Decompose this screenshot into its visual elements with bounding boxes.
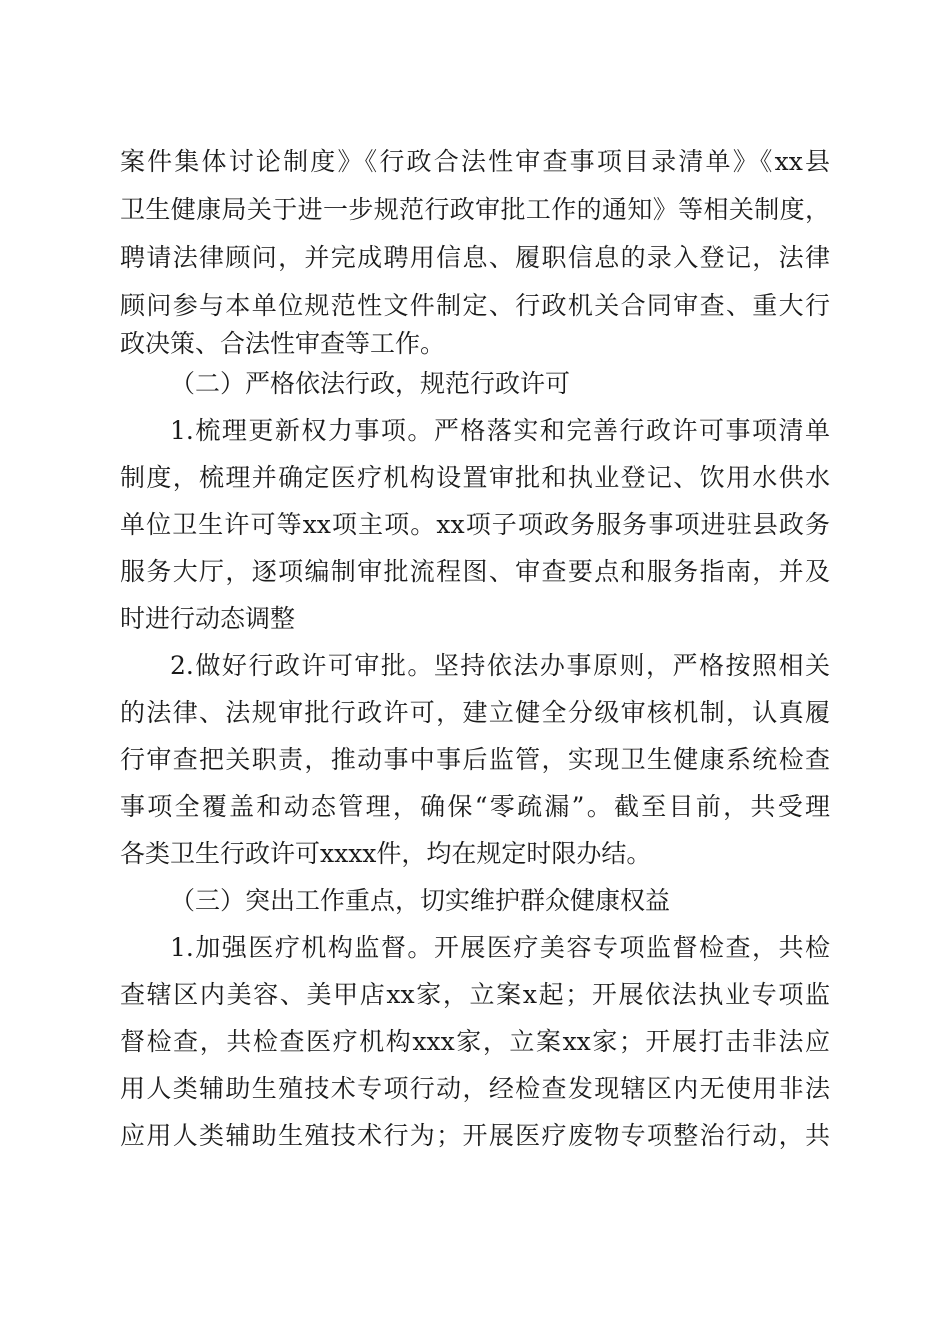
paragraph-line: 时进行动态调整 — [120, 604, 296, 633]
paragraph-line: 制度，梳理并确定医疗机构设置审批和执业登记、饮用水供水 — [120, 463, 830, 492]
paragraph-line: 政决策、合法性审查等工作。 — [120, 329, 446, 358]
paragraph-line: 卫生健康局关于进一步规范行政审批工作的通知》等相关制度， — [120, 195, 830, 224]
paragraph-line: 1.加强医疗机构监督。开展医疗美容专项监督检查，共检 — [170, 933, 830, 962]
paragraph-line: 督检查，共检查医疗机构xxx家，立案xx家；开展打击非法应 — [120, 1027, 830, 1056]
paragraph-line: 顾问参与本单位规范性文件制定、行政机关合同审查、重大行 — [120, 291, 830, 320]
section-heading: （三）突出工作重点，切实维护群众健康权益 — [170, 886, 671, 915]
paragraph-line: 聘请法律顾问，并完成聘用信息、履职信息的录入登记，法律 — [120, 243, 830, 272]
paragraph-line: 2.做好行政许可审批。坚持依法办事原则，严格按照相关 — [170, 651, 830, 680]
paragraph-line: 用人类辅助生殖技术专项行动，经检查发现辖区内无使用非法 — [120, 1074, 830, 1103]
paragraph-line: 单位卫生许可等xx项主项。xx项子项政务服务事项进驻县政务 — [120, 510, 830, 539]
paragraph-line: 事项全覆盖和动态管理，确保“零疏漏”。截至目前，共受理 — [120, 792, 830, 821]
paragraph-line: 1.梳理更新权力事项。严格落实和完善行政许可事项清单 — [170, 416, 830, 445]
paragraph-line: 查辖区内美容、美甲店xx家，立案x起；开展依法执业专项监 — [120, 980, 830, 1009]
paragraph-line: 应用人类辅助生殖技术行为；开展医疗废物专项整治行动，共 — [120, 1121, 830, 1150]
paragraph-line: 服务大厅，逐项编制审批流程图、审查要点和服务指南，并及 — [120, 557, 830, 586]
paragraph-line: 的法律、法规审批行政许可，建立健全分级审核机制，认真履 — [120, 698, 830, 727]
paragraph-line: 行审查把关职责，推动事中事后监管，实现卫生健康系统检查 — [120, 745, 830, 774]
paragraph-line: 各类卫生行政许可xxxx件，均在规定时限办结。 — [120, 839, 652, 868]
paragraph-line: 案件集体讨论制度》《行政合法性审查事项目录清单》《xx县 — [120, 147, 830, 176]
section-heading: （二）严格依法行政，规范行政许可 — [170, 369, 571, 398]
